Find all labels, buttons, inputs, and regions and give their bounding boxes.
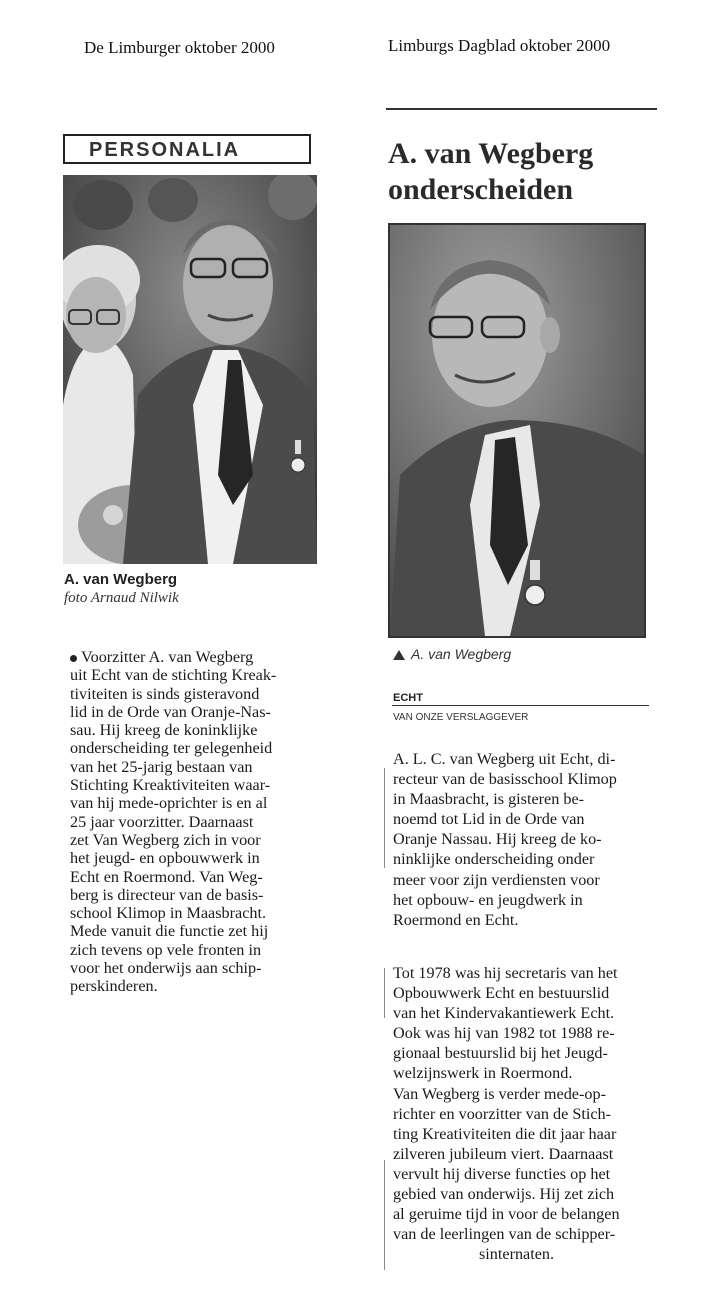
- body-line: al geruime tijd in voor de belangen: [393, 1205, 620, 1224]
- top-rule: [386, 108, 657, 110]
- body-line: 25 jaar voorzitter. Daarnaast: [70, 812, 254, 831]
- body-line: berg is directeur van de basis-: [70, 885, 264, 904]
- body-line: Tot 1978 was hij secretaris van het: [393, 964, 618, 982]
- photo-illustration: [390, 225, 644, 636]
- body-line: richter en voorzitter van de Stich-: [393, 1104, 611, 1123]
- body-line: meer voor zijn verdiensten voor: [393, 870, 600, 889]
- body-line: Van Wegberg is verder mede-op-: [393, 1084, 606, 1103]
- body-line: Opbouwwerk Echt en bestuurslid: [393, 984, 610, 1003]
- body-line: welzijnswerk in Roermond.: [393, 1064, 573, 1083]
- body-line: gionaal bestuurslid bij het Jeugd-: [393, 1044, 608, 1063]
- right-source-label: Limburgs Dagblad oktober 2000: [388, 36, 611, 55]
- headline-line: A. van Wegberg: [388, 137, 594, 170]
- body-line: zich tevens op vele fronten in: [70, 940, 262, 959]
- left-photo-caption-credit: foto Arnaud Nilwik: [64, 590, 179, 606]
- body-line: het jeugd- en opbouwwerk in: [70, 849, 260, 868]
- margin-line: [384, 968, 385, 1018]
- body-line: uit Echt van de stichting Kreak-: [70, 666, 277, 685]
- right-photo: [388, 223, 646, 638]
- section-title: PERSONALIA: [89, 139, 241, 161]
- body-line: van de leerlingen van de schipper-: [393, 1225, 616, 1244]
- body-line: tiviteiten is sinds gisteravond: [70, 684, 260, 703]
- body-line: voor het onderwijs aan schip-: [70, 959, 262, 978]
- body-line: Roermond en Echt.: [393, 910, 519, 929]
- left-photo-caption-name: A. van Wegberg: [64, 571, 178, 588]
- triangle-icon: [393, 650, 405, 660]
- body-line: zilveren jubileum viert. Daarnaast: [393, 1144, 614, 1163]
- body-line: perskinderen.: [70, 977, 158, 996]
- bullet-icon: [70, 655, 77, 662]
- body-line: recteur van de basisschool Klimop: [393, 770, 617, 789]
- section-label: ECHT: [393, 692, 423, 704]
- body-line: in Maasbracht, is gisteren be-: [393, 790, 585, 809]
- margin-line: [384, 1160, 385, 1270]
- body-line: het opbouw- en jeugdwerk in: [393, 890, 583, 909]
- margin-line: [384, 768, 385, 868]
- left-source-label: De Limburger oktober 2000: [84, 38, 275, 57]
- body-line: van hij mede-oprichter is en al: [70, 794, 268, 813]
- left-photo: [63, 175, 317, 564]
- body-line: van het Kindervakantiewerk Echt.: [393, 1004, 615, 1023]
- personalia-section-header: [63, 134, 311, 164]
- body-line: ninklijke onderscheiding onder: [393, 850, 595, 869]
- body-line: Echt en Roermond. Van Weg-: [70, 867, 263, 886]
- body-line: vervult hij diverse functies op het: [393, 1164, 611, 1183]
- body-line: ting Kreativiteiten die dit jaar haar: [393, 1124, 617, 1143]
- right-article-paragraph-2: [393, 963, 651, 1264]
- body-line: Ook was hij van 1982 tot 1988 re-: [393, 1024, 615, 1043]
- section-rule: [392, 705, 649, 706]
- body-line: school Klimop in Maasbracht.: [70, 904, 267, 923]
- body-line: lid in de Orde van Oranje-Nas-: [70, 702, 271, 721]
- body-line: Stichting Kreaktiviteiten waar-: [70, 776, 271, 795]
- headline-line: onderscheiden: [388, 173, 574, 206]
- left-article-body: [70, 648, 318, 996]
- body-line: noemd tot Lid in de Orde van: [393, 810, 585, 829]
- reporter-label: VAN ONZE VERSLAGGEVER: [393, 712, 529, 723]
- body-line: zet Van Wegberg zich in voor: [70, 830, 261, 849]
- right-photo-caption: A. van Wegberg: [393, 646, 511, 662]
- right-article-paragraph-1: [393, 749, 651, 930]
- body-line: van het 25-jarig bestaan van: [70, 757, 253, 776]
- photo-illustration: [63, 175, 317, 564]
- body-line: A. L. C. van Wegberg uit Echt, di-: [393, 750, 616, 768]
- body-line: sau. Hij kreeg de koninklijke: [70, 721, 258, 740]
- body-line: onderscheiding ter gelegenheid: [70, 739, 273, 758]
- body-line: sinternaten.: [479, 1245, 555, 1264]
- body-line: Oranje Nassau. Hij kreeg de ko-: [393, 830, 602, 849]
- body-line: Mede vanuit die functie zet hij: [70, 922, 269, 941]
- headline: [388, 136, 593, 208]
- body-line: Voorzitter A. van Wegberg: [70, 648, 318, 666]
- body-line: gebied van onderwijs. Hij zet zich: [393, 1185, 615, 1204]
